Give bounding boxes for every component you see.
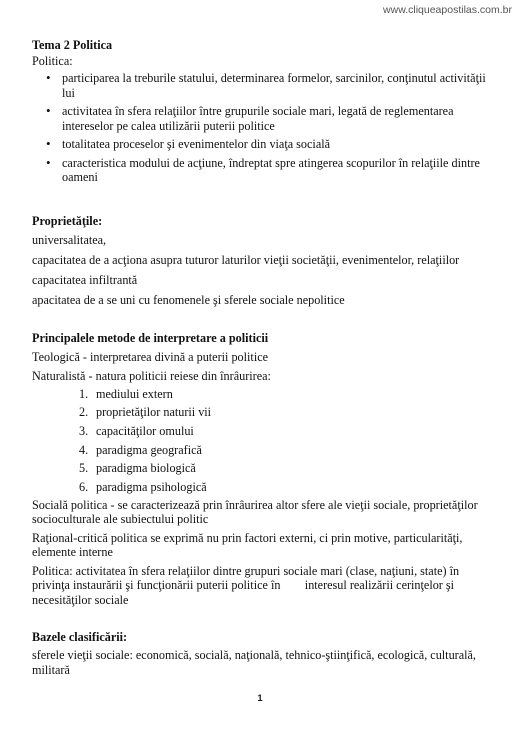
proprietate-line: capacitatea infiltrantă	[32, 272, 138, 287]
bullet-item: • totalitatea proceselor şi evenimentelor din viaţa socială	[62, 137, 492, 152]
bullet-item: • activitatea în sfera relaţiilor între grupurile sociale mari, legată de reglementarea intereselor pe calea utilizării puterii politice	[62, 104, 492, 133]
section-title-tema: Tema 2 Politica	[32, 38, 113, 52]
section-title-proprietati: Proprietăţile:	[32, 213, 103, 228]
page-number: 1	[257, 693, 263, 703]
watermark: www.cliqueapostilas.com.br	[383, 4, 512, 16]
numbered-item: 2. proprietăţilor naturii vii	[79, 405, 212, 420]
politica-bullet-list	[32, 71, 492, 185]
politica-lead: Politica:	[32, 54, 73, 68]
proprietate-line: universalitatea,	[32, 232, 107, 247]
bazele-paragraph: sferele vieţii sociale: economică, socială, naţională, tehnico-ştiinţifică, ecologică, culturală, militară	[32, 648, 476, 677]
sociala-paragraph: Socială politica - se caracterizează prin înrâurirea altor sfere ale vieţii sociale, proprietăţilor socioculturale ale subiectului politic	[32, 497, 478, 527]
naturalista-line: Naturalistă - natura politicii reiese din înrâurirea:	[32, 368, 271, 383]
bullet-item: • participarea la treburile statului, determinarea formelor, sarcinilor, conţinutul activităţii lui	[62, 71, 492, 100]
document-page	[32, 37, 492, 677]
numbered-item: 4. paradigma geografică	[79, 442, 202, 457]
section-title-bazele: Bazele clasificării:	[32, 630, 128, 645]
numbered-item: 6. paradigma psihologică	[79, 479, 207, 494]
rational-paragraph: Raţional-critică politica se exprimă nu prin factori externi, ci prin motive, particularităţi, elemente interne	[32, 530, 463, 560]
politica-definition-paragraph: Politica: activitatea în sfera relaţiilor dintre grupuri sociale mari (clase, naţiuni, state) în privinţa instaurării şi funcţionării puterii politice în interesul realizării cerinţelor şi necesităţilor sociale	[32, 563, 463, 607]
numbered-item: 5. paradigma biologică	[79, 461, 196, 476]
numbered-item: 1. mediului extern	[79, 386, 173, 401]
numbered-item: 3. capacităţilor omului	[79, 423, 194, 438]
teologica-line: Teologică - interpretarea divină a puterii politice	[32, 349, 269, 364]
proprietate-line: apacitatea de a se uni cu fenomenele şi sferele sociale nepolitice	[32, 292, 345, 307]
bullet-item: • caracteristica modului de acţiune, îndreptat spre atingerea scopurilor în relaţiile dintre oameni	[62, 156, 492, 185]
proprietate-line: capacitatea de a acţiona asupra tuturor laturilor vieţii societăţii, evenimentelor, relaţiilor	[32, 252, 460, 267]
section-title-metode: Principalele metode de interpretare a politicii	[32, 330, 269, 345]
naturalista-numbered-list	[32, 386, 492, 495]
